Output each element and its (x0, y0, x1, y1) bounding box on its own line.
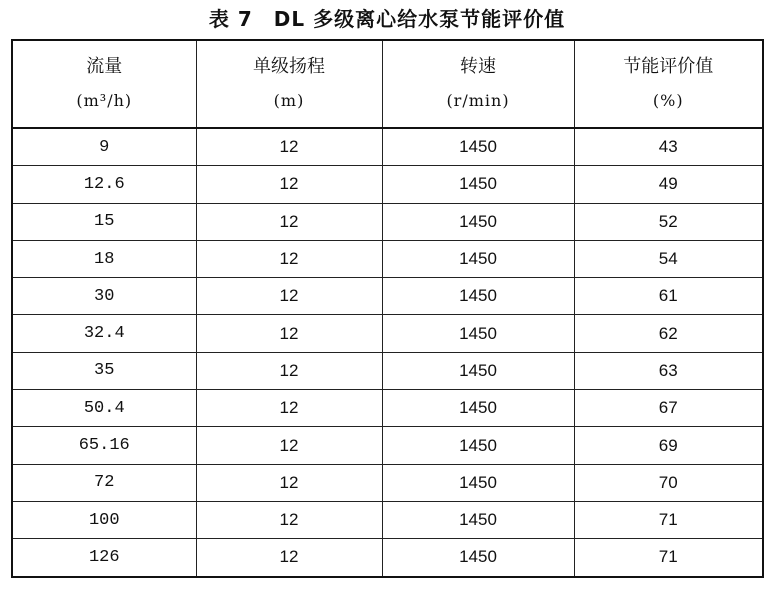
header-speed-label: 转速 (460, 56, 496, 77)
header-flow (12, 40, 196, 128)
header-speed (382, 40, 574, 128)
cell-efficiency: 61 (574, 278, 763, 315)
table-row (12, 278, 763, 315)
header-head-label: 单级扬程 (253, 56, 325, 77)
table-row (12, 427, 763, 464)
cell-efficiency: 63 (574, 352, 763, 389)
cell-speed: 1450 (382, 166, 574, 203)
cell-flow: 126 (12, 539, 196, 577)
header-efficiency (574, 40, 763, 128)
cell-efficiency: 43 (574, 128, 763, 166)
cell-head: 12 (196, 128, 382, 166)
cell-speed: 1450 (382, 427, 574, 464)
cell-head: 12 (196, 166, 382, 203)
table-title: 表 7 DL 多级离心给水泵节能评价值 (208, 7, 566, 31)
pump-efficiency-table (11, 39, 764, 578)
table-row (12, 240, 763, 277)
header-speed-unit: (r/min) (446, 91, 510, 110)
cell-head: 12 (196, 278, 382, 315)
cell-head: 12 (196, 501, 382, 538)
cell-efficiency: 70 (574, 464, 763, 501)
cell-flow: 18 (12, 240, 196, 277)
cell-efficiency: 49 (574, 166, 763, 203)
table-row (12, 128, 763, 166)
table-row (12, 166, 763, 203)
cell-flow: 65.16 (12, 427, 196, 464)
table-row (12, 315, 763, 352)
cell-efficiency: 54 (574, 240, 763, 277)
header-flow-unit: (m³/h) (76, 91, 133, 110)
cell-head: 12 (196, 240, 382, 277)
header-head (196, 40, 382, 128)
header-head-unit: (m) (273, 91, 305, 110)
cell-speed: 1450 (382, 128, 574, 166)
header-flow-label: 流量 (86, 56, 123, 77)
cell-efficiency: 69 (574, 427, 763, 464)
table-row (12, 352, 763, 389)
header-row (12, 40, 763, 128)
cell-flow: 50.4 (12, 390, 196, 427)
table-row (12, 203, 763, 240)
table-row (12, 390, 763, 427)
table-row (12, 539, 763, 577)
cell-efficiency: 67 (574, 390, 763, 427)
cell-speed: 1450 (382, 240, 574, 277)
table-row (12, 501, 763, 538)
cell-efficiency: 71 (574, 501, 763, 538)
cell-flow: 15 (12, 203, 196, 240)
table-row (12, 464, 763, 501)
cell-head: 12 (196, 352, 382, 389)
cell-speed: 1450 (382, 464, 574, 501)
cell-efficiency: 62 (574, 315, 763, 352)
cell-speed: 1450 (382, 315, 574, 352)
cell-head: 12 (196, 390, 382, 427)
cell-head: 12 (196, 539, 382, 577)
header-efficiency-unit: (%) (652, 91, 684, 110)
cell-efficiency: 52 (574, 203, 763, 240)
cell-flow: 9 (12, 128, 196, 166)
cell-flow: 35 (12, 352, 196, 389)
cell-speed: 1450 (382, 203, 574, 240)
cell-head: 12 (196, 203, 382, 240)
cell-flow: 12.6 (12, 166, 196, 203)
cell-speed: 1450 (382, 390, 574, 427)
cell-flow: 30 (12, 278, 196, 315)
cell-speed: 1450 (382, 278, 574, 315)
cell-speed: 1450 (382, 501, 574, 538)
cell-flow: 32.4 (12, 315, 196, 352)
header-efficiency-label: 节能评价值 (623, 56, 714, 77)
cell-head: 12 (196, 315, 382, 352)
cell-efficiency: 71 (574, 539, 763, 577)
cell-speed: 1450 (382, 539, 574, 577)
cell-head: 12 (196, 464, 382, 501)
cell-head: 12 (196, 427, 382, 464)
cell-flow: 100 (12, 501, 196, 538)
cell-flow: 72 (12, 464, 196, 501)
cell-speed: 1450 (382, 352, 574, 389)
